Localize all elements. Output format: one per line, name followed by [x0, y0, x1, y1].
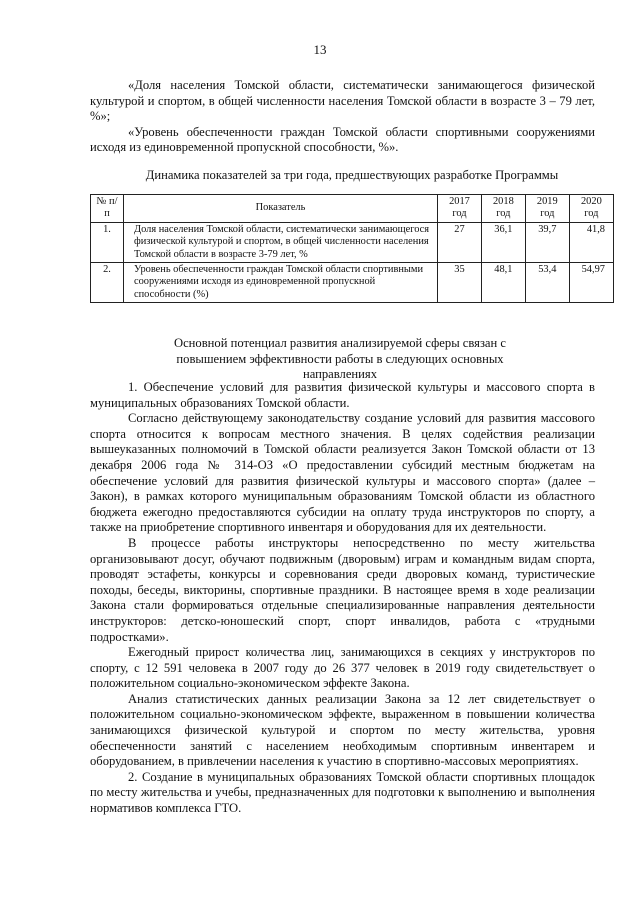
- header-year-2019: 2019 год: [525, 195, 569, 223]
- body-paragraph-6: 2. Создание в муниципальных образованиях Томской области спортивных площадок по месту жительства и учебы, предназначенных для подготовки к выполнению и выполнения нормативов комплекса ГТО.: [90, 769, 595, 816]
- header-year-2017: 2017 год: [438, 195, 482, 223]
- row-value: 39,7: [525, 222, 569, 262]
- intro-paragraph-2: «Уровень обеспеченности граждан Томской области спортивными сооружениями исходя из единовременной пропускной способности, %».: [90, 124, 595, 155]
- body-text: [90, 380, 595, 817]
- row-value: 41,8: [569, 222, 613, 262]
- row-value: 53,4: [525, 263, 569, 303]
- table-row: [91, 222, 614, 262]
- header-indicator: Показатель: [124, 195, 438, 223]
- row-value: 48,1: [481, 263, 525, 303]
- row-num: 1.: [91, 222, 124, 262]
- body-paragraph-5: Анализ статистических данных реализации Закона за 12 лет свидетельствует о положительном социально-экономическом эффекте, выраженном в повышении количества занимающихся физической культурой и спортом по месту жительства, уровня обеспеченности занятий с населением необходимым спортивным инвентарем и оборудованием, в привлечении населения к участию в спортивно-массовых мероприятиях.: [90, 691, 595, 769]
- table-row: [91, 263, 614, 303]
- body-paragraph-3: В процессе работы инструкторы непосредственно по месту жительства организовывают досуг, обучают подвижным (дворовым) играм и командным видам спорта, проводят эстафеты, конкурсы и соревнования среди дворовых команд, туристические походы, беседы, викторины, спортивные праздники. В настоящее время в ходе реализации Закона стали формироваться отдельные специализированные направления деятельности инструкторов: детско-юношеский спорт, спорт инвалидов, работа с «трудными подростками».: [90, 535, 595, 644]
- table-title: Динамика показателей за три года, предшествующих разработке Программы: [145, 168, 559, 182]
- indicators-table: [90, 194, 614, 303]
- body-paragraph-4: Ежегодный прирост количества лиц, занимающихся в секциях у инструкторов по спорту, с 12 591 человека в 2007 году до 26 377 человек в 2019 году свидетельствует о положительном социально-экономическом эффекте Закона.: [90, 645, 595, 691]
- intro-block: [90, 78, 595, 156]
- section-heading: Основной потенциал развития анализируемой сферы связан с повышением эффективности работы в следующих основных направлениях: [173, 336, 507, 382]
- header-year-2020: 2020 год: [569, 195, 613, 223]
- body-paragraph-1: 1. Обеспечение условий для развития физической культуры и массового спорта в муниципальных образованиях Томской области.: [90, 380, 595, 410]
- table-header-row: [91, 195, 614, 223]
- header-year-2018: 2018 год: [481, 195, 525, 223]
- row-indicator: Уровень обеспеченности граждан Томской области спортивными сооружениями исходя из единовременной пропускной способности (%): [124, 263, 438, 303]
- header-num: № п/п: [91, 195, 124, 223]
- page-number: 13: [313, 42, 327, 57]
- body-paragraph-2: Согласно действующему законодательству создание условий для развития массового спорта относится к вопросам местного значения. В целях содействия реализации вышеуказанных полномочий в Томской области реализуется Закон Томской области от 13 декабря 2006 года № 314-ОЗ «О предоставлении субсидий местным бюджетам на обеспечение условий для развития физической культуры и массового спорта» (далее – Закон), в рамках которого муниципальным образованиям Томской области из областного бюджета ежегодно предоставляются субсидии на оплату труда инструкторов по спорту, а также на приобретение спортивного инвентаря и оборудования для их деятельности.: [90, 411, 595, 535]
- row-value: 36,1: [481, 222, 525, 262]
- row-value: 54,97: [569, 263, 613, 303]
- row-num: 2.: [91, 263, 124, 303]
- intro-paragraph-1: «Доля населения Томской области, систематически занимающегося физической культурой и спортом, в общей численности населения Томской области в возрасте 3 – 79 лет, %»;: [90, 78, 595, 124]
- row-indicator: Доля населения Томской области, систематически занимающегося физической культурой и спортом, в общей численности населения Томской области в возрасте 3-79 лет, %: [124, 222, 438, 262]
- row-value: 35: [438, 263, 482, 303]
- row-value: 27: [438, 222, 482, 262]
